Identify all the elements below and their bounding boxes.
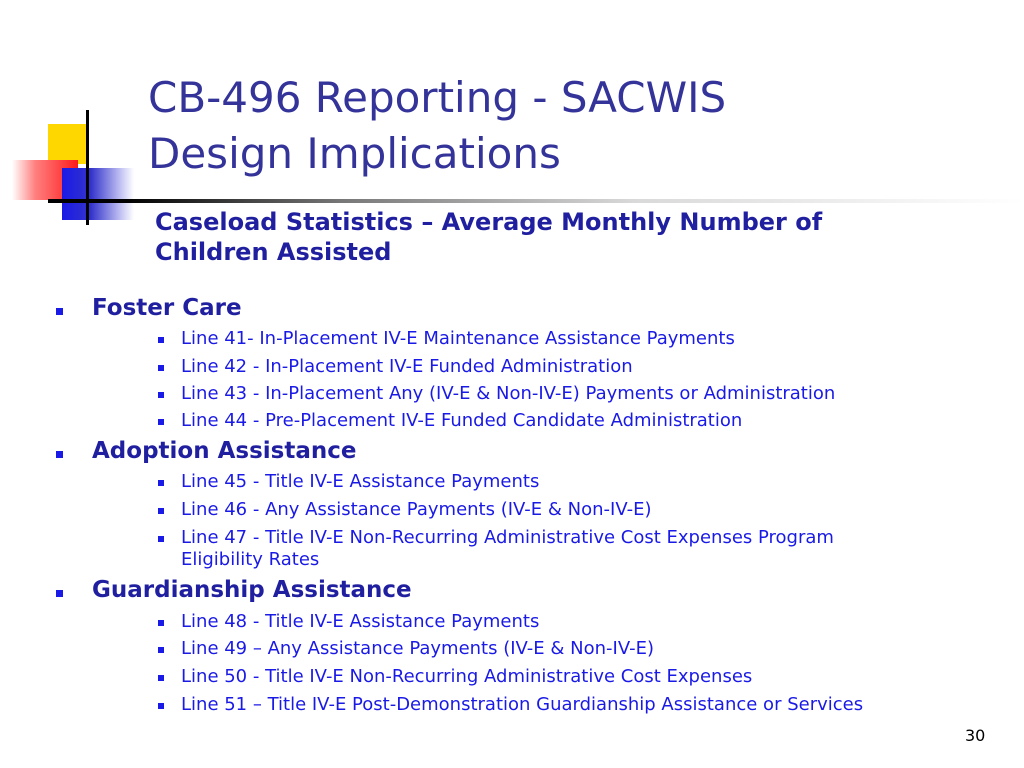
slide-title-line-2: Design Implications: [148, 129, 561, 178]
square-bullet-icon: [56, 451, 63, 458]
square-bullet-icon: [158, 480, 164, 486]
list-item: Line 43 - In-Placement Any (IV-E & Non-IV-E) Payments or Administration: [181, 383, 836, 404]
slide-subtitle: [155, 207, 975, 267]
list-item: Line 45 - Title IV-E Assistance Payments: [181, 471, 540, 492]
list-item: Line 46 - Any Assistance Payments (IV-E & Non-IV-E): [181, 499, 652, 520]
square-bullet-icon: [158, 647, 164, 653]
list-item: Line 42 - In-Placement IV-E Funded Administration: [181, 356, 633, 377]
section-heading-foster-care: Foster Care: [92, 295, 242, 321]
list-item: Line 47 - Title IV-E Non-Recurring Administrative Cost Expenses Program: [181, 527, 834, 548]
square-bullet-icon: [56, 590, 63, 597]
square-bullet-icon: [56, 308, 63, 315]
square-bullet-icon: [158, 508, 164, 514]
logo-yellow-square: [48, 124, 88, 164]
square-bullet-icon: [158, 620, 164, 626]
square-bullet-icon: [158, 392, 164, 398]
list-item: Line 44 - Pre-Placement IV-E Funded Candidate Administration: [181, 410, 743, 431]
list-item: Line 50 - Title IV-E Non-Recurring Administrative Cost Expenses: [181, 666, 753, 687]
list-item: Line 51 – Title IV-E Post-Demonstration Guardianship Assistance or Services: [181, 694, 864, 715]
slide-subtitle-line-2: Children Assisted: [155, 238, 392, 266]
page-number: 30: [965, 726, 986, 745]
square-bullet-icon: [158, 703, 164, 709]
section-heading-guardianship-assistance: Guardianship Assistance: [92, 577, 412, 603]
title-divider: [48, 199, 1024, 203]
section-heading-adoption-assistance: Adoption Assistance: [92, 438, 357, 464]
logo-vertical-line: [86, 110, 89, 225]
slide-title-line-1: CB-496 Reporting - SACWIS: [148, 73, 727, 122]
logo-blue-square: [62, 168, 134, 220]
list-item: Line 49 – Any Assistance Payments (IV-E & Non-IV-E): [181, 638, 654, 659]
square-bullet-icon: [158, 675, 164, 681]
list-item: Line 41- In-Placement IV-E Maintenance Assistance Payments: [181, 328, 735, 349]
square-bullet-icon: [158, 365, 164, 371]
square-bullet-icon: [158, 536, 164, 542]
square-bullet-icon: [158, 419, 164, 425]
list-item: Line 48 - Title IV-E Assistance Payments: [181, 611, 540, 632]
slide-subtitle-line-1: Caseload Statistics – Average Monthly Number of: [155, 208, 823, 236]
list-item-continuation: Eligibility Rates: [181, 549, 320, 570]
square-bullet-icon: [158, 337, 164, 343]
slide-title: [148, 70, 968, 182]
